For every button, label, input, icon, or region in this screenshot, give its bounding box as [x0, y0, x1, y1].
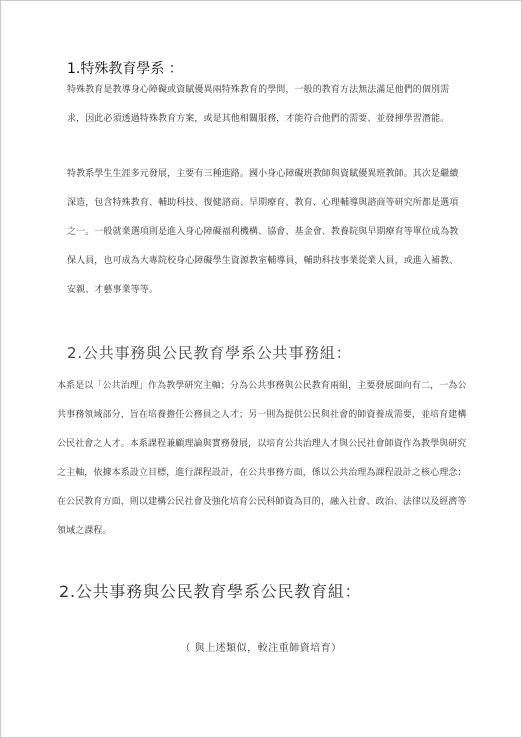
section-heading-public-affairs: 2.公共事務與公民教育學系公共事務組： — [67, 344, 352, 362]
section-heading-civic-education: 2.公共事務與公民教育學系公民教育組： — [59, 582, 362, 601]
paragraph-public-affairs: 本系是以「公共治理」作為教學研究主軸；分為公共事務與公民教育兩組，主要發展面向有二，一為公共事務領域部分，旨在培養擔任公務員之人才；另一則為提供公民與社會的師資養成需要，並培育建構公民社會之人才。本系課程兼顧理論與實務發展，以培育公共治理人才與公民社會師資作為教學與研究之主軸，依據本系設立目標，進行課程設計，在公共事務方面，係以公共治理為課程設計之核心理念；在公民教育方面，則以建構公民社會及強化培育公民科師資為目的，融入社會、政治、法律以及經濟等領域之課程。 — [57, 381, 467, 536]
section-heading-special-education: 1.特殊教育學系 ： — [67, 61, 183, 77]
note-civic-education: （ 與上述類似，較注重師資培育） — [180, 643, 342, 654]
paragraph-special-education-intro: 特殊教育是教導身心障礙或資賦優異兩特殊教育的學問，一般的教育方法無法滿足他們的個別需求，因此必須透過特殊教育方案，或是其他相關服務，才能符合他們的需要、並發揮學習潛能。 — [67, 85, 450, 124]
paragraph-special-education-careers: 特教系學生生涯多元發展，主要有三種進路。國小身心障礙班教師與資賦優異班教師。其次是繼續深造，包含特殊教育、輔助科技、復健諮商、早期療育、教育、心理輔導與諮商等研究所都是選項之一。一般就業選項則是進入身心障礙福利機構、協會、基金會、教養院與早期療育等單位成為教保人員，也可成為大專院校身心障礙學生資源教室輔導員，輔助科技事業從業人員，或進入補教、安親、才藝事業等等。 — [67, 169, 459, 295]
